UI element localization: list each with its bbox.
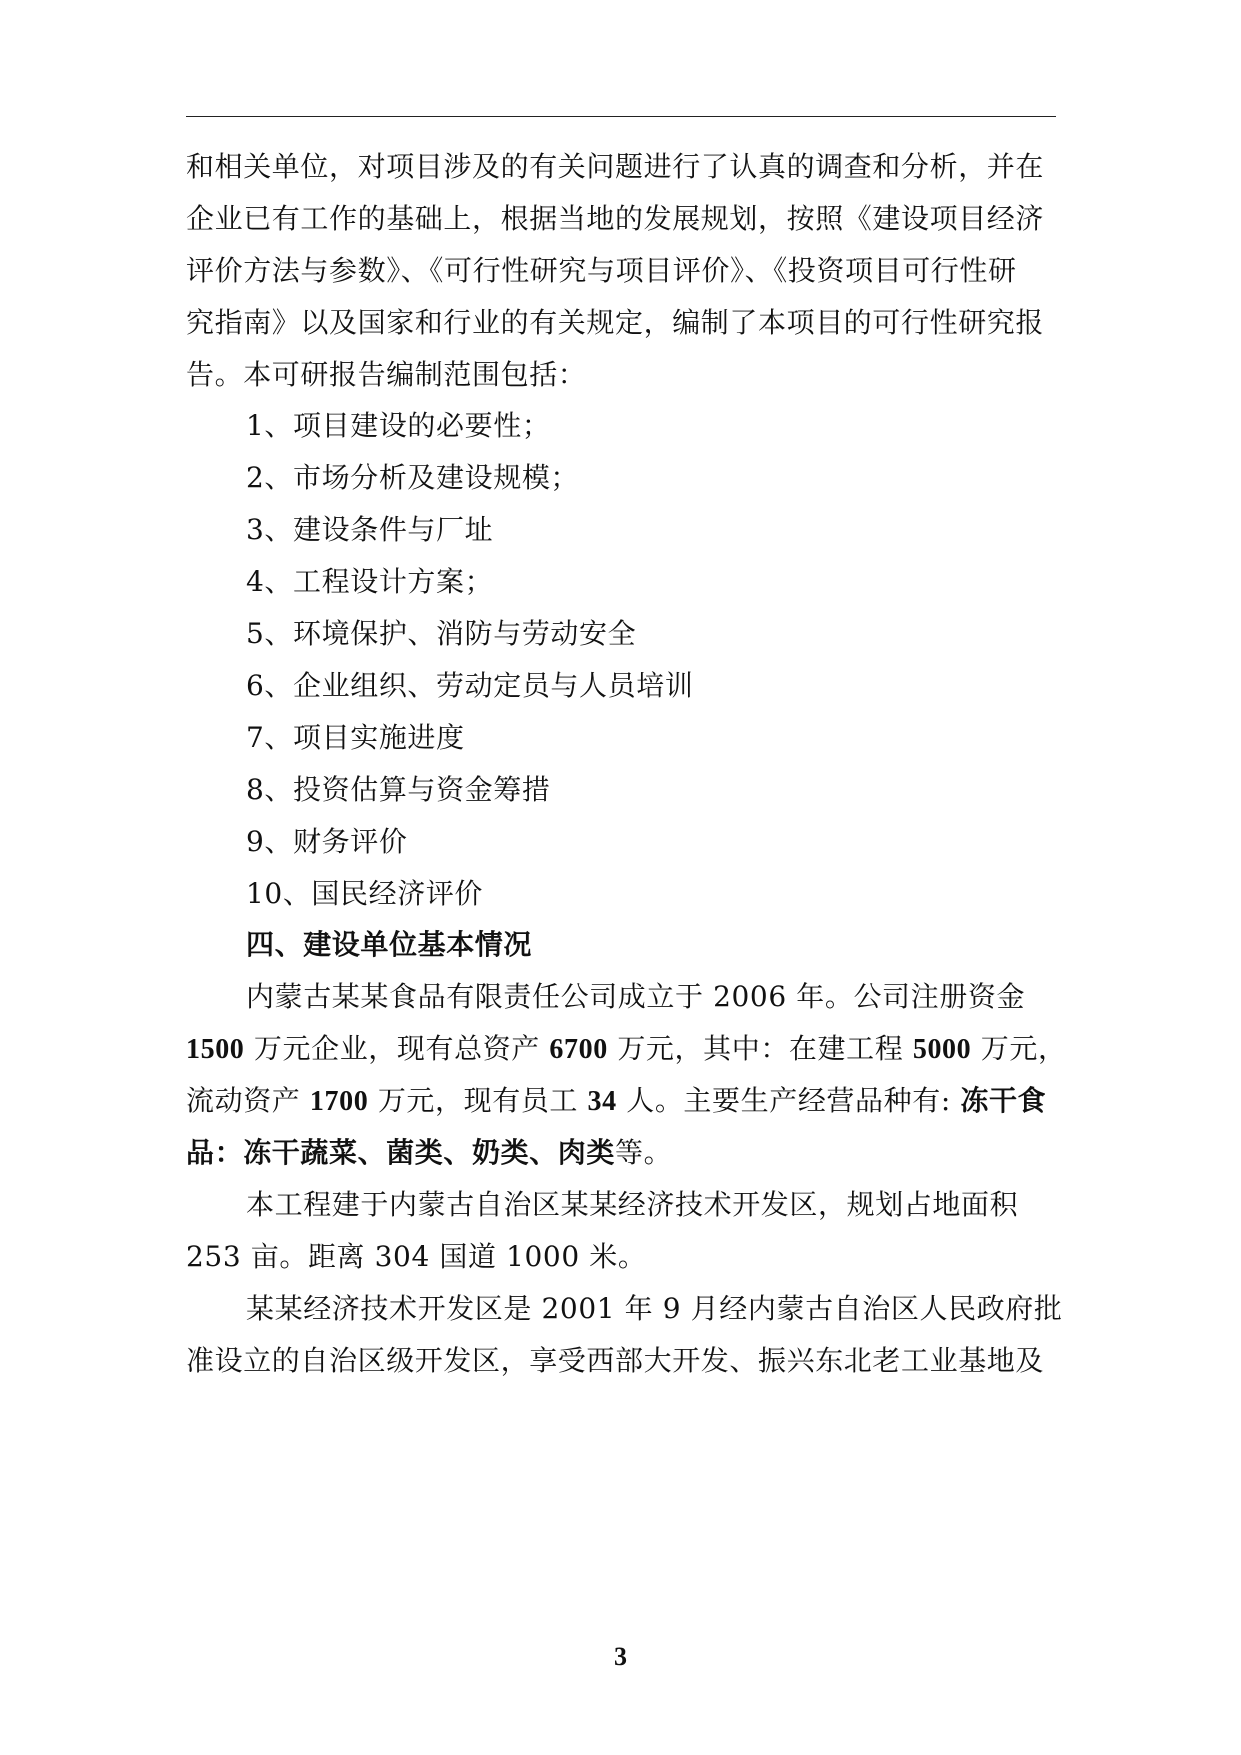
header-rule — [186, 116, 1056, 117]
scope-item: 6、企业组织、劳动定员与人员培训 — [246, 669, 694, 702]
intro-line: 企业已有工作的基础上，根据当地的发展规划，按照《建设项目经济 — [186, 202, 1045, 235]
location-line: 本工程建于内蒙古自治区某某经济技术开发区，规划占地面积 — [246, 1188, 1019, 1221]
scope-item: 9、财务评价 — [246, 825, 408, 858]
location-line: 253 亩。距离 304 国道 1000 米。 — [186, 1240, 647, 1273]
registered-capital-value: 1500 — [186, 1034, 245, 1065]
company-line-1: 内蒙古某某食品有限责任公司成立于 2006 年。公司注册资金 — [246, 980, 1026, 1013]
company-line-2: 1500 万元企业，现有总资产 6700 万元，其中：在建工程 5000 万元， — [186, 1032, 1067, 1065]
construction-value: 5000 — [912, 1034, 972, 1065]
section-heading: 四、建设单位基本情况 — [246, 928, 533, 961]
scope-item: 5、环境保护、消防与劳动安全 — [246, 617, 637, 650]
current-assets-value: 1700 — [309, 1086, 369, 1117]
scope-item: 3、建设条件与厂址 — [246, 513, 494, 546]
company-line-4: 品：冻干蔬菜、菌类、奶类、肉类等。 — [186, 1136, 673, 1169]
zone-line: 某某经济技术开发区是 2001 年 9 月经内蒙古自治区人民政府批 — [246, 1292, 1063, 1325]
intro-line: 告。本可研报告编制范围包括： — [186, 358, 587, 391]
scope-item: 10、国民经济评价 — [246, 877, 484, 910]
zone-line: 准设立的自治区级开发区，享受西部大开发、振兴东北老工业基地及 — [186, 1344, 1045, 1377]
intro-line: 和相关单位，对项目涉及的有关问题进行了认真的调查和分析，并在 — [186, 150, 1045, 183]
product-list: 品：冻干蔬菜、菌类、奶类、肉类 — [186, 1136, 616, 1169]
staff-count-value: 34 — [587, 1086, 617, 1117]
scope-item: 7、项目实施进度 — [246, 721, 465, 754]
total-assets-value: 6700 — [549, 1034, 608, 1065]
scope-item: 1、项目建设的必要性； — [246, 409, 551, 442]
scope-item: 4、工程设计方案； — [246, 565, 494, 598]
product-emphasis: 冻干食 — [960, 1084, 1047, 1117]
company-line-3: 流动资产 1700 万元，现有员工 34 人。主要生产经营品种有: 冻干食 — [186, 1084, 1047, 1117]
page-number: 3 — [614, 1642, 627, 1671]
intro-line: 究指南》以及国家和行业的有关规定，编制了本项目的可行性研究报 — [186, 306, 1045, 339]
scope-item: 2、市场分析及建设规模； — [246, 461, 580, 494]
scope-item: 8、投资估算与资金筹措 — [246, 773, 551, 806]
intro-line: 评价方法与参数》、《可行性研究与项目评价》、《投资项目可行性研 — [186, 254, 1017, 287]
